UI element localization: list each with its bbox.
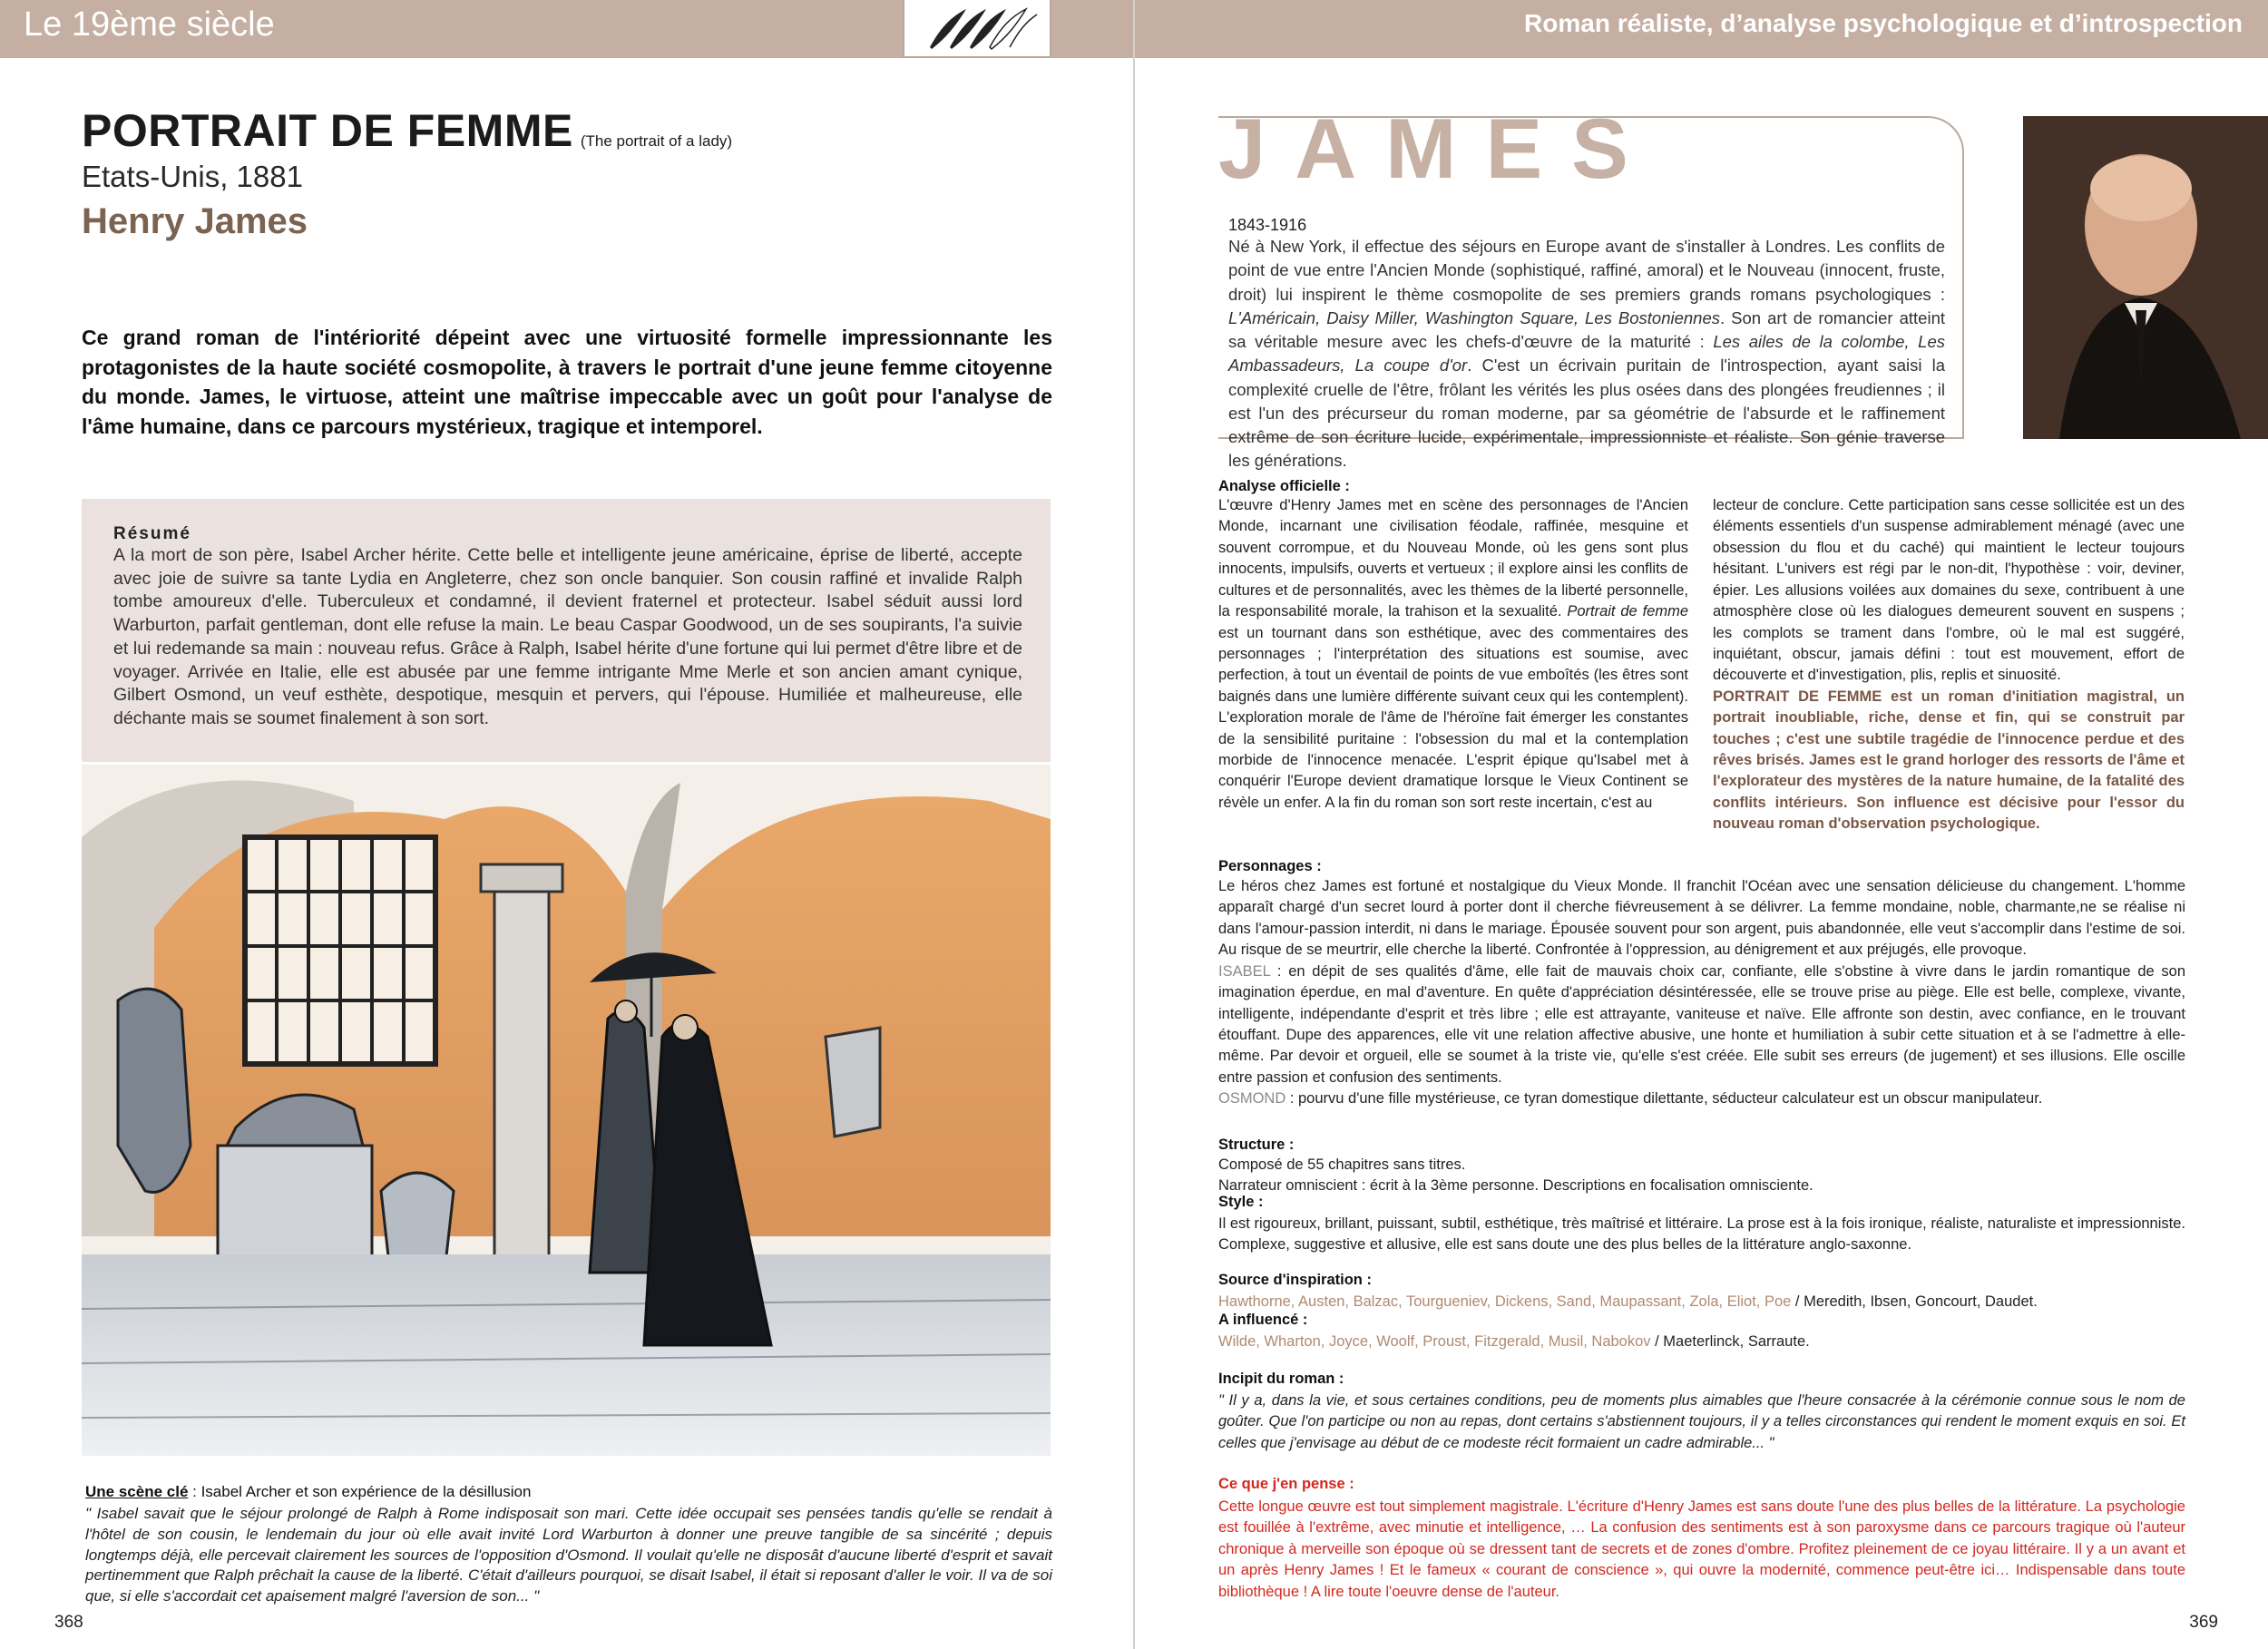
sources-text: Hawthorne, Austen, Balzac, Tourgueniev, Dickens, Sand, Maupassant, Zola, Eliot, Poe / Meredith, Ibsen, Goncourt, Daudet. (1218, 1293, 2038, 1310)
book-author: Henry James (82, 201, 308, 241)
book-origin: Etats-Unis, 1881 (82, 160, 303, 193)
characters-text: Le héros chez James est fortuné et nostalgique du Vieux Monde. Il franchit l'Océan avec une sensation délicieuse du changement. L'homme apparaît chargé d'un secret lourd à porter dont il cherche fiévreusement à se délivrer. La femme mondaine, noble, charmante,ne se réalise ni dans l'amour-passion interdit, ni dans le mariage. Épousée souvent pour son argent, puis abandonnée, elle veut s'accomplir dans l'estime de soi. Au risque de se meurtrir, elle cherche la liberté. Confrontée à l'oppression, au dénigrement et aux préjugés, elle provoque. ISABEL : en dépit de ses qualités d'âme, elle fait de mauvais choix car, confiante, elle s'obstine à vivre dans le jardin romantique de son imagination éperdue, en mal d'aventure. En quête d'appréciation désintéressée, elle se trouve prise au piège. Elle est belle, complexe, vivante, intelligente, indépendante d'esprit et très libre ; elle est attrayante, vaniteuse et naïve. Elle affronte son destin, avec confiance, en le trouvant étouffant. Dupe des apparences, elle vit une relation affective abusive, une honte et humiliation à subir cette situation et à se l'admettre à elle-même. Par devoir et orgueil, elle se soumet à la triste vie, qu'elle s'est créée. Elle subit ses erreurs (de jugement) et ses illusions. Elle oscille entre passion et confusion des sentiments. OSMOND : pourvu d'une fille mystérieuse, ce tyran domestique dilettante, séducteur calculateur est un obscur manipulateur. (1218, 878, 2185, 1107)
incipit-text: " Il y a, dans la vie, et sous certaines conditions, peu de moments plus aimables que l'heure consacrée à la cérémonie connue sous le nom de goûter. Que l'on participe ou non au repas, dont certains s'abstiennent toujours, il y a telles circonstances qui rendent le moment exquis en soi. Et celles que j'envisage au début de ce modeste récit formaient un cadre admirable... " (1218, 1392, 2185, 1451)
analysis-heading: Analyse officielle : (1218, 478, 1350, 494)
author-years: 1843-1916 (1228, 216, 1307, 234)
structure-text: Composé de 55 chapitres sans titres. Narrateur omniscient : écrit à la 3ème personne. Descriptions en focalisation omnisciente. (1218, 1156, 1813, 1195)
author-surname: JAMES (1218, 101, 1657, 196)
opinion-text: Cette longue œuvre est tout simplement magistrale. L'écriture d'Henry James est sans doute l'une des plus belles de la littérature. La psychologie est fouillée à l'extrême, avec minutie et intelligence, … La confusion des sentiments est à son paroxysme dans ce parcours tragique où l'auteur chronique à merveille son époque où se dressent tant de secrets et de zones d'ombre. Profitez pleinement de ce joyau littéraire. Il y a un avant et un après Henry James ! Et le fameux « courant de conscience », qui ouvre la modernité, commence peut-être ici… Indispensable dans toute bibliothèque ! A lire toute l'oeuvre dense de l'auteur. (1218, 1498, 2185, 1600)
style-text: Il est rigoureux, brillant, puissant, subtil, esthétique, très maîtrisé et littéraire. La prose est à la fois ironique, réaliste, naturaliste et impressionniste. Complexe, suggestive et allusive, elle est sans doute une des plus belles de la littérature anglo-saxonne. (1218, 1215, 2185, 1254)
sources-heading: Source d'inspiration : (1218, 1272, 1372, 1288)
book-original-title: (The portrait of a lady) (580, 132, 733, 150)
key-scene-quote: " Isabel savait que le séjour prolongé de Ralph à Rome indisposait son mari. Cette idée occupait ses pensées tandis qu'elle se rendait à l'hôtel de son cousin, le lendemain du jour où elle avait invité Lord Warburton à donner une preuve tangible de sa sincérité ; depuis longtemps déjà, elle percevait clairement les sources de l'opposition d'Osmond. Il voulait qu'elle ne disposât d'aucune liberté d'esprit et savait pertinemment que Ralph prêchait la cause de la liberté. C'était d'ailleurs pourquoi, se disait Isabel, il était si reposant d'aller le voir. Il va de soi que, si elle s'accordait cet apaisement malgré l'aversion de son... " (85, 1505, 1052, 1605)
author-bio: Né à New York, il effectue des séjours en Europe avant de s'installer à Londres. Les conflits de point de vue entre l'Ancien Monde (sophistiqué, raffiné, amoral) et le Nouveau (innocent, fruste, droit) lui inspirent le thème cosmopolite de ses premiers grands romans psychologiques : L'Américain, Daisy Miller, Washington Square, Les Bostoniennes. Son art de romancier atteint sa véritable mesure avec les chefs-d'œuvre de la maturité : Les ailes de la colombe, Les Ambassadeurs, La coupe d'or. C'est un écrivain puritain de l'introspection, ayant saisi la complexité cruelle de l'être, frôlant les vérités les plus osées dans des plongées freudiennes ; il est l'un des précurseur du roman moderne, par sa géométrie de l'absurde et le raffinement extrême de son écriture lucide, expérimentale, impressionniste et réaliste. Son génie traverse les générations. (1228, 237, 1945, 471)
page-number-right: 369 (2189, 1613, 2218, 1632)
section-title: Le 19ème siècle (24, 5, 275, 44)
key-scene-label: Une scène clé : Isabel Archer et son expérience de la désillusion (85, 1483, 532, 1500)
genre-title: Roman réaliste, d’analyse psychologique et d’introspection (1524, 9, 2243, 37)
influenced-heading: A influencé : (1218, 1312, 1308, 1328)
structure-heading: Structure : (1218, 1137, 1295, 1153)
influenced-text: Wilde, Wharton, Joyce, Woolf, Proust, Fitzgerald, Musil, Nabokov / Maeterlinck, Sarraute. (1218, 1333, 1810, 1350)
analysis-column-2: lecteur de conclure. Cette participation sans cesse sollicitée est un des éléments essentiels d'un suspense admirablement ménagé (avec une obsession du flou et du caché) qui maintient le lecteur toujours hésitant. L'univers est régi par le non-dit, l'hypothèse : voir, deviner, épier. Les allusions voilées aux domaines du sexe, contribuent à une atmosphère close où les dialogues demeurent souvent en suspens ; les complots se trament dans l'ombre, où le mal est suggéré, inquiétant, obscur, jamais défini : tout est mouvement, effort de découverte et d'investigation, plis, replis et sinuosité. PORTRAIT DE FEMME est un roman d'initiation magistral, un portrait inoubliable, riche, dense et fin, qui se construit par touches ; c'est une subtile tragédie de l'innocence perdue et des rêves brisés. James est le grand horloger des ressorts de l'âme et l'explorateur des mystères de la nature humaine, de la fatalité des conflits intérieurs. Son influence est décisive pour l'essor du nouveau roman d'observation psychologique. (1713, 497, 2185, 833)
incipit-heading: Incipit du roman : (1218, 1371, 1344, 1387)
page-number-left: 368 (54, 1613, 83, 1632)
summary-title: Résumé (113, 524, 191, 543)
opinion-heading: Ce que j'en pense : (1218, 1476, 1354, 1492)
style-heading: Style : (1218, 1194, 1264, 1210)
book-title: PORTRAIT DE FEMME (The portrait of a lady) (82, 105, 733, 156)
illustration-painting (82, 765, 1051, 1456)
page-spine (1133, 0, 1135, 1649)
intro-paragraph: Ce grand roman de l'intériorité dépeint avec une virtuosité formelle impressionnante les protagonistes de la haute société cosmopolite, à travers le portrait d'une jeune femme citoyenne du monde. James, le virtuose, atteint une maîtrise impeccable avec un goût pour l'analyse de l'âme humaine, dans ce parcours mystérieux, tragique et intemporel. (82, 326, 1052, 438)
author-portrait (2023, 116, 2268, 439)
characters-heading: Personnages : (1218, 858, 1322, 874)
analysis-column-1: L'œuvre d'Henry James met en scène des personnages de l'Ancien Monde, incarnant une civilisation féodale, raffinée, mesquine et souvent corrompue, et du Nouveau Monde, où les gens sont plus innocents, impulsifs, ouverts et vertueux ; il explore ainsi les conflits de cultures et de personnalités, avec les thèmes de la liberté personnelle, la responsabilité morale, la trahison et la sexualité. Portrait de femme est un tournant dans son esthétique, avec des commentaires des personnages ; l'interprétation des situations est soumise, avec perfection, à tout un éventail de points de vue emboîtés (les êtres sont baignés dans une lumière différente suivant ceux qui les contemplent). L'exploration morale de l'âme de l'héroïne fait émerger les constantes de la sensibilité puritaine : l'obsession du mal et la contemplation morbide de l'innocence menacée. L'esprit épique qu'Isabel met à conquérir l'Europe devient dramatique lorsque le Vieux Continent se révèle un enfer. A la fin du roman son sort reste incertain, c'est au (1218, 497, 1688, 811)
summary-text: A la mort de son père, Isabel Archer hérite. Cette belle et intelligente jeune américaine, éprise de liberté, accepte avec joie de suivre sa tante Lydia en Angleterre, chez son oncle banquier. Son cousin raffiné et invalide Ralph tombe amoureux d'elle. Tuberculeux et condamné, il devient fraternel et protecteur. Isabel séduit aussi lord Warburton, parfait gentleman, dont elle refuse la main. Le beau Caspar Goodwood, un de ses soupirants, l'a suivie et lui redemande sa main : nouveau refus. Grâce à Ralph, Isabel hérite d'une fortune qui lui permet d'être libre et de voyager. Arrivée en Italie, elle est abusée par une femme intrigante Mme Merle et son ancien amant cynique, Gilbert Osmond, un veuf esthète, despotique, mesquin et pervers, qui l'épouse. Humiliée et malheureuse, elle déchante mais se soumet finalement à son sort. (113, 545, 1022, 729)
quill-feathers-icon (903, 0, 1051, 58)
analysis-highlight: PORTRAIT DE FEMME est un roman d'initiation magistral, un portrait inoubliable, riche, dense et fin, qui se construit par touches ; c'est une subtile tragédie de l'innocence perdue et des rêves brisés. James est le grand horloger des ressorts de l'âme et l'explorateur des mystères de la nature humaine, de la fatalité des conflits intérieurs. Son influence est décisive pour l'essor du nouveau roman d'observation psychologique. (1713, 688, 2185, 833)
